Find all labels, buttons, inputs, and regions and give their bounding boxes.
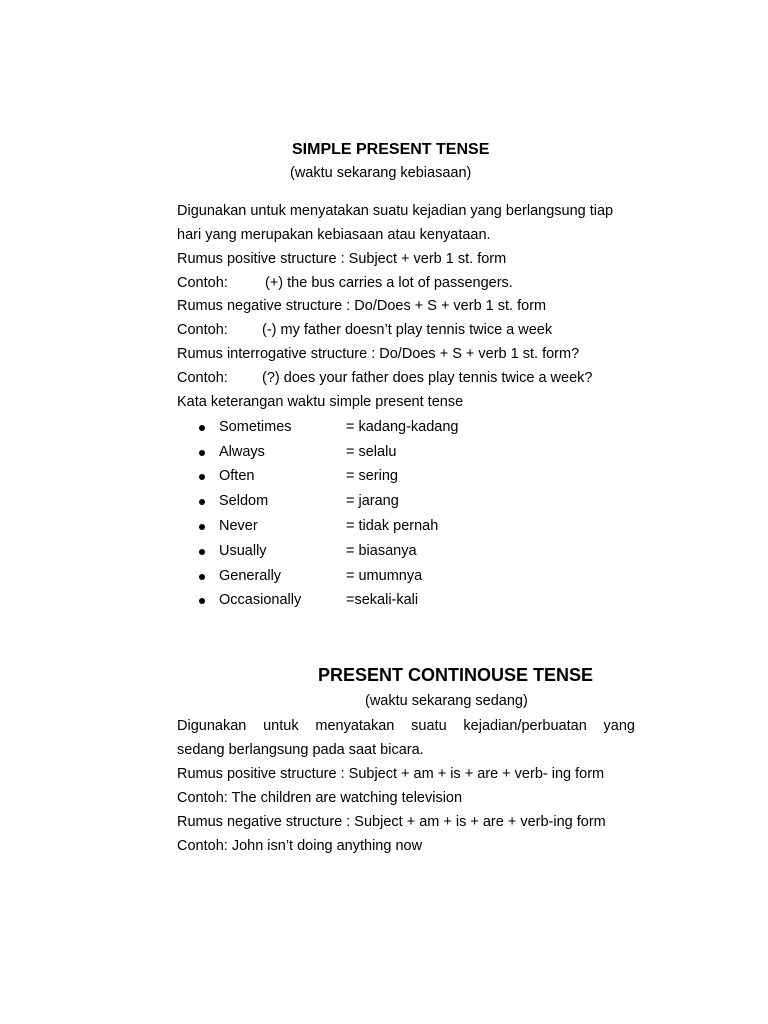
section2-intro-line1: Digunakan untuk menyatakan suatu kejadian/perbuatan yang xyxy=(177,718,635,734)
section1-negative-example-line xyxy=(177,322,552,338)
negative-example-text: (-) my father doesn’t play tennis twice a week xyxy=(262,322,553,338)
adverb-term: Never xyxy=(219,518,258,534)
adverb-term: Sometimes xyxy=(219,419,292,435)
adverb-meaning: = sering xyxy=(346,468,398,484)
interrogative-example-label: Contoh: xyxy=(177,370,228,386)
bullet-icon xyxy=(199,598,205,604)
adverb-term: Often xyxy=(219,468,255,484)
adverb-term: Seldom xyxy=(219,493,269,509)
section2-positive-rule: Rumus positive structure : Subject + am + is + are + verb- ing form xyxy=(177,766,605,782)
adverb-meaning: = umumnya xyxy=(346,568,423,584)
bullet-icon xyxy=(199,549,205,555)
section1-negative-rule: Rumus negative structure : Do/Does + S + verb 1 st. form xyxy=(177,298,547,314)
section1-intro-line2: hari yang merupakan kebiasaan atau kenyataan. xyxy=(177,227,491,243)
adverb-meaning: = selalu xyxy=(346,444,397,460)
bullet-icon xyxy=(199,450,205,456)
section1-interrogative-rule: Rumus interrogative structure : Do/Does + S + verb 1 st. form? xyxy=(177,346,580,362)
section1-subtitle: (waktu sekarang kebiasaan) xyxy=(290,165,472,181)
section1-positive-example-line xyxy=(177,275,513,291)
section1-interrogative-example-line xyxy=(177,370,592,386)
positive-example-text: (+) the bus carries a lot of passengers. xyxy=(265,275,513,291)
bullet-icon xyxy=(199,524,205,530)
section2-negative-rule: Rumus negative structure : Subject + am + is + are + verb-ing form xyxy=(177,814,606,830)
section1-adverbs-heading: Kata keterangan waktu simple present tense xyxy=(177,394,464,410)
adverb-term: Occasionally xyxy=(219,592,302,608)
adverb-meaning: = jarang xyxy=(346,493,399,509)
bullet-icon xyxy=(199,425,205,431)
adverb-term: Always xyxy=(219,444,265,460)
section1-positive-rule: Rumus positive structure : Subject + verb 1 st. form xyxy=(177,251,507,267)
bullet-icon xyxy=(199,574,205,580)
adverb-term: Usually xyxy=(219,543,267,559)
adverb-meaning: = tidak pernah xyxy=(346,518,439,534)
bullet-icon xyxy=(199,499,205,505)
section2-negative-example: Contoh: John isn’t doing anything now xyxy=(177,838,423,854)
positive-example-label: Contoh: xyxy=(177,275,228,291)
adverb-meaning: = kadang-kadang xyxy=(346,419,459,435)
section2-subtitle: (waktu sekarang sedang) xyxy=(365,693,528,709)
section2-intro-line2: sedang berlangsung pada saat bicara. xyxy=(177,742,424,758)
negative-example-label: Contoh: xyxy=(177,322,228,338)
section1-title: SIMPLE PRESENT TENSE xyxy=(292,141,490,158)
adverb-meaning: =sekali-kali xyxy=(346,592,419,608)
section2-title: PRESENT CONTINOUSE TENSE xyxy=(318,665,594,685)
section2-positive-example: Contoh: The children are watching television xyxy=(177,790,463,806)
bullet-icon xyxy=(199,474,205,480)
section1-intro-line1: Digunakan untuk menyatakan suatu kejadian yang berlangsung tiap xyxy=(177,203,614,219)
interrogative-example-text: (?) does your father does play tennis twice a week? xyxy=(262,370,593,386)
adverb-term: Generally xyxy=(219,568,282,584)
adverb-meaning: = biasanya xyxy=(346,543,417,559)
